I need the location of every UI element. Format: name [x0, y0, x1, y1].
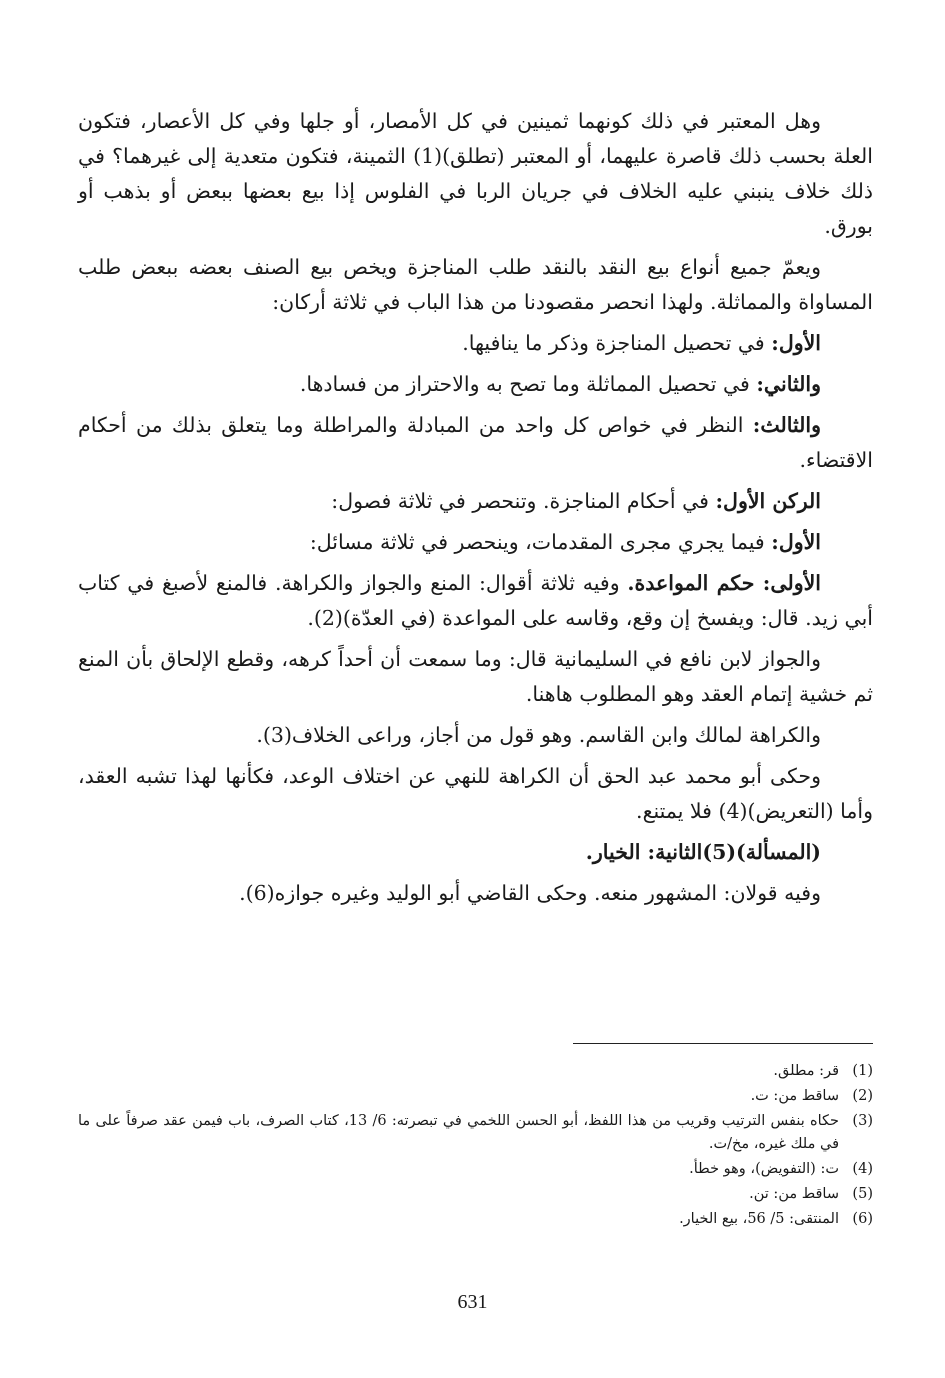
paragraph-7-lead: الأول: — [771, 530, 821, 554]
footnote-number: (1) — [852, 1063, 873, 1079]
footnote-text: ساقط من: ت. — [750, 1088, 839, 1104]
footnote-text: ت: (التفويض)، وهو خطأ. — [689, 1161, 839, 1177]
footnote-text: ساقط من: تن. — [749, 1186, 839, 1202]
paragraph-7-text: فيما يجري مجرى المقدمات، وينحصر في ثلاثة مسائل: — [309, 530, 772, 554]
paragraph-8 — [78, 566, 873, 636]
paragraph-13: وفيه قولان: المشهور منعه. وحكى القاضي أبو الوليد وغيره جوازه(6). — [239, 881, 821, 905]
paragraph-5 — [78, 408, 873, 478]
paragraph-5-text: النظر في خواص كل واحد من المبادلة والمراطلة وما يتعلق بذلك من أحكام الاقتضاء. — [78, 413, 873, 472]
paragraph-8-text: وفيه ثلاثة أقوال: المنع والجواز والكراهة. فالمنع لأصبغ في كتاب أبي زيد. قال: ويفسخ إن وقع، وقاسه على المواعدة (في العدّة)(2). — [78, 571, 873, 630]
paragraph-8-lead: الأولى: حكم المواعدة. — [627, 571, 821, 595]
paragraph-11: وحكى أبو محمد عبد الحق أن الكراهة للنهي عن اختلاف الوعد، فكأنها لهذا تشبه العقد، وأما (التعريض)(4) فلا يمتنع. — [78, 764, 873, 823]
footnote-5 — [78, 1183, 873, 1206]
footnote-text: المنتقى: 5/ 56، بيع الخيار. — [679, 1211, 839, 1227]
paragraph-9: والجواز لابن نافع في السليمانية قال: وما سمعت أن أحداً كرهه، وقطع الإلحاق بأن المنع ثم خشية إتمام العقد وهو المطلوب هاهنا. — [78, 647, 873, 706]
paragraph-7 — [78, 525, 873, 560]
paragraph-3-lead: الأول: — [771, 331, 821, 355]
footnote-6 — [78, 1208, 873, 1231]
paragraph-2: ويعمّ جميع أنواع بيع النقد بالنقد طلب المناجزة ويخص بيع الصنف بعضه ببعض طلب المساواة والمماثلة. ولهذا انحصر مقصودنا من هذا الباب في ثلاثة أركان: — [78, 255, 873, 314]
footnote-divider — [573, 1043, 873, 1044]
footnote-number: (2) — [852, 1088, 873, 1104]
section-heading — [78, 835, 873, 870]
footnote-number: (4) — [852, 1161, 873, 1177]
paragraph-6 — [78, 484, 873, 519]
footnote-number: (3) — [852, 1113, 873, 1129]
paragraph-10: والكراهة لمالك وابن القاسم. وهو قول من أجاز، وراعى الخلاف(3). — [256, 723, 821, 747]
paragraph-4-lead: والثاني: — [756, 372, 821, 396]
paragraph-1: وهل المعتبر في ذلك كونهما ثمينين في كل الأمصار، أو جلها وفي كل الأعصار، فتكون العلة بحسب ذلك قاصرة عليهما، أو المعتبر (تطلق)(1) الثمينة، فتكون متعدية إلى غيرهما؟ في ذلك خلاف ينبني عليه الخلاف في جريان الربا في الفلوس إذا بيع بعضها ببعض أو بذهب أو بورق. — [78, 109, 873, 238]
footnote-text: حكاه بنفس الترتيب وقريب من هذا اللفظ، أبو الحسن اللخمي في تبصرته: 6/ 13، كتاب الصرف، باب فيمن عقد صرفاً على ما في ملك غيره، مخ/ت. — [78, 1113, 840, 1152]
footnote-3 — [78, 1110, 873, 1156]
footnote-4 — [78, 1158, 873, 1181]
paragraph-5-lead: والثالث: — [752, 413, 821, 437]
main-text — [78, 104, 873, 917]
footnote-text: قر: مطلق. — [773, 1063, 839, 1079]
paragraph-4-text: في تحصيل المماثلة وما تصح به والاحتراز من فسادها. — [299, 372, 757, 396]
footnote-number: (6) — [852, 1211, 873, 1227]
paragraph-3 — [78, 326, 873, 361]
paragraph-6-lead: الركن الأول: — [715, 489, 821, 513]
paragraph-3-text: في تحصيل المناجزة وذكر ما ينافيها. — [462, 331, 772, 355]
footnote-1 — [78, 1060, 873, 1083]
paragraph-4 — [78, 367, 873, 402]
footnotes — [78, 1060, 873, 1233]
heading-text: (المسألة)(5)الثانية: الخيار. — [585, 840, 821, 864]
paragraph-6-text: في أحكام المناجزة. وتنحصر في ثلاثة فصول: — [331, 489, 716, 513]
page-number: 631 — [457, 1291, 488, 1313]
footnote-2 — [78, 1085, 873, 1108]
footnote-number: (5) — [852, 1186, 873, 1202]
